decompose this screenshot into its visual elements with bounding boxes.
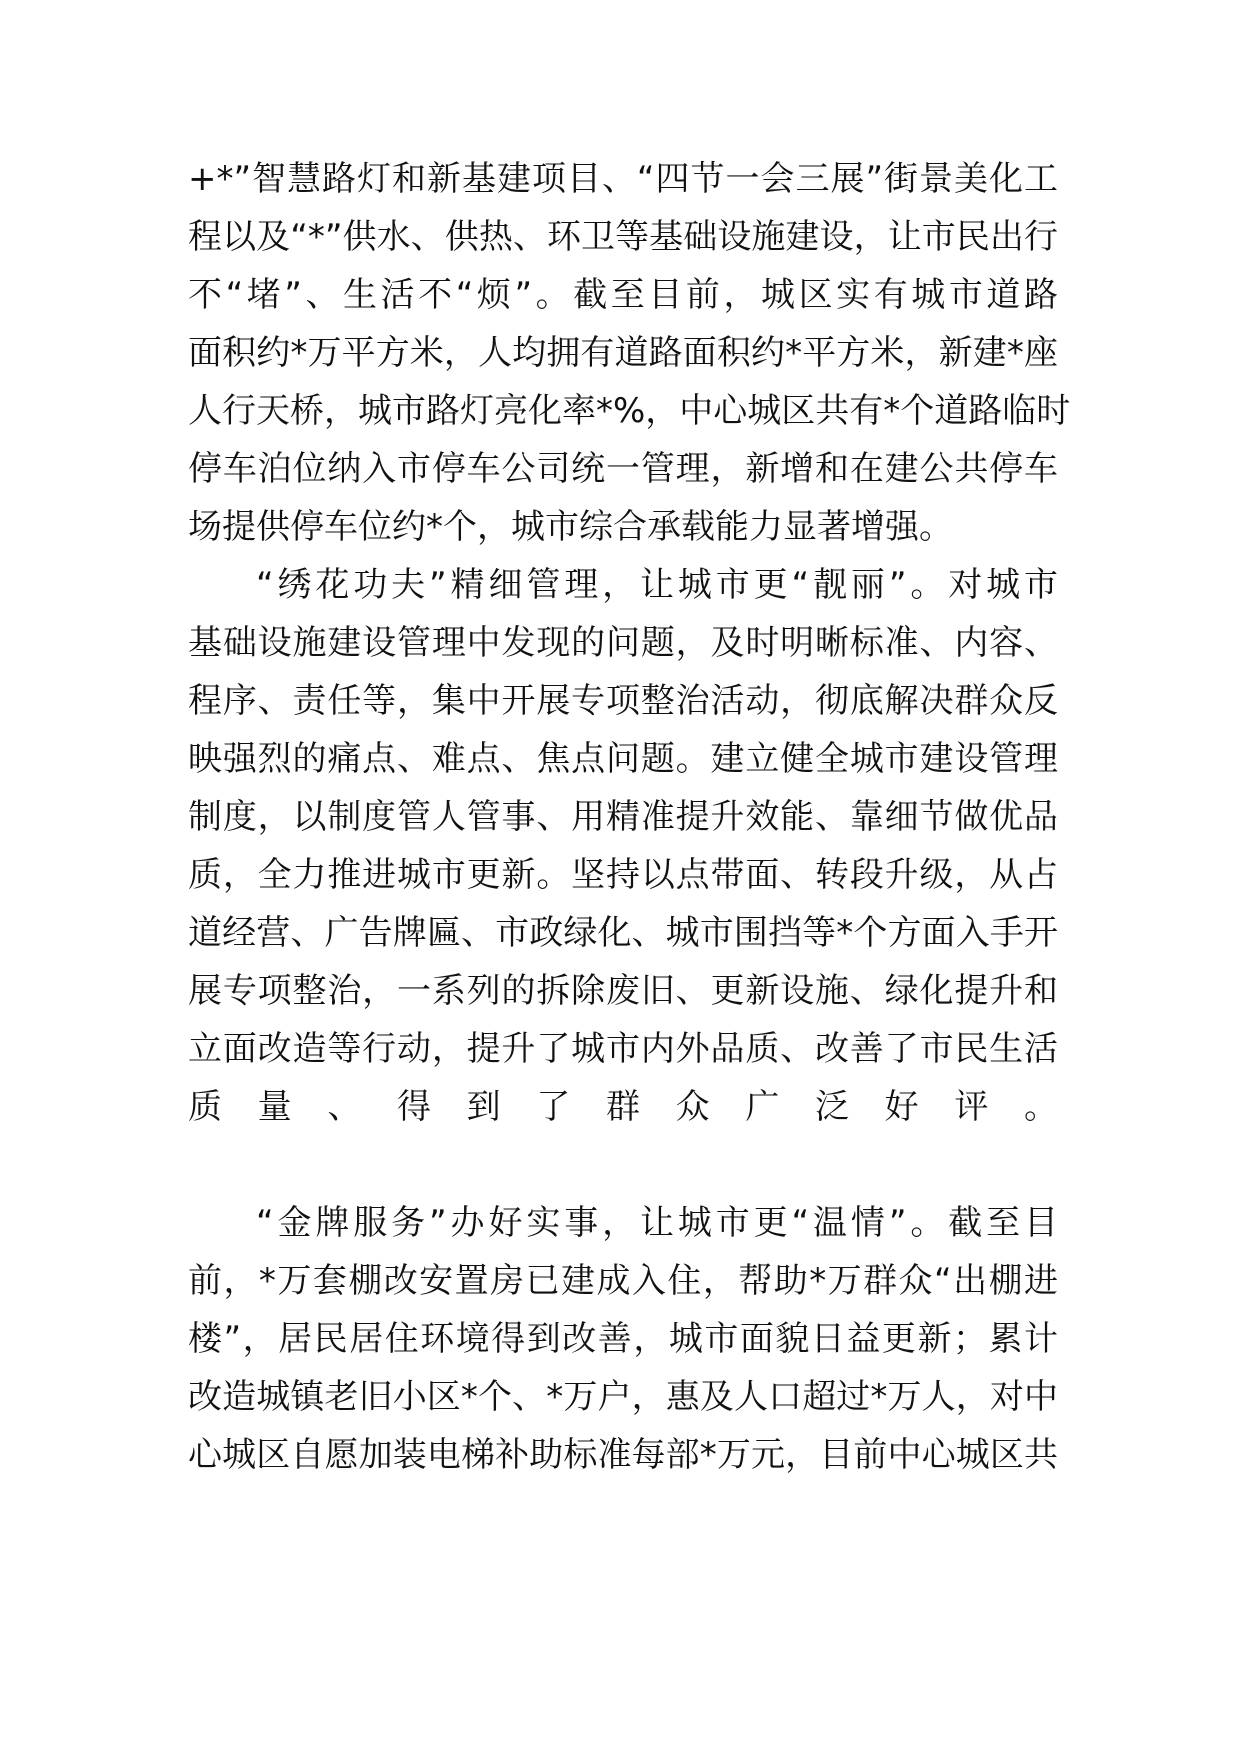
text-line: 不“堵”、生活不“烦”。截至目前，城区实有城市道路 (188, 275, 1058, 315)
text-line: 展专项整治，一系列的拆除废旧、更新设施、绿化提升和 (188, 971, 1058, 1011)
text-line: 道经营、广告牌匾、市政绿化、城市围挡等*个方面入手开 (188, 913, 1058, 953)
text-line: 停车泊位纳入市停车公司统一管理，新增和在建公共停车 (188, 449, 1058, 489)
text-line: 程以及“*”供水、供热、环卫等基础设施建设，让市民出行 (188, 217, 1058, 257)
text-line: 映强烈的痛点、难点、焦点问题。建立健全城市建设管理 (188, 739, 1058, 779)
text-line: 程序、责任等，集中开展专项整治活动，彻底解决群众反 (188, 681, 1058, 721)
text-line: 人行天桥，城市路灯亮化率*%，中心城区共有*个道路临时 (188, 391, 1071, 431)
text-line: “绣花功夫”精细管理，让城市更“靓丽”。对城市 (256, 565, 1058, 605)
text-line: 心城区自愿加装电梯补助标准每部*万元，目前中心城区共 (188, 1435, 1058, 1475)
text-line: 制度，以制度管人管事、用精准提升效能、靠细节做优品 (188, 797, 1058, 837)
text-line (188, 1133, 1058, 1197)
text-line: 质，全力推进城市更新。坚持以点带面、转段升级，从占 (188, 855, 1058, 895)
text-line: 立面改造等行动，提升了城市内外品质、改善了市民生活 (188, 1029, 1058, 1069)
text-line: 面积约*万平方米，人均拥有道路面积约*平方米，新建*座 (188, 333, 1058, 373)
text-line: 质量、得到了群众广泛好评。 (188, 1087, 1058, 1127)
text-line: 楼”，居民居住环境得到改善，城市面貌日益更新；累计 (188, 1319, 1058, 1359)
text-line: 场提供停车位约*个，城市综合承载能力显著增强。 (188, 507, 953, 547)
text-line: 改造城镇老旧小区*个、*万户，惠及人口超过*万人，对中 (188, 1377, 1058, 1417)
text-line: “金牌服务”办好实事，让城市更“温情”。截至目 (256, 1203, 1058, 1243)
text-line: +*”智慧路灯和新基建项目、“四节一会三展”街景美化工 (188, 159, 1058, 199)
text-line: 基础设施建设管理中发现的问题，及时明晰标准、内容、 (188, 623, 1058, 663)
text-line: 前，*万套棚改安置房已建成入住，帮助*万群众“出棚进 (188, 1261, 1058, 1301)
